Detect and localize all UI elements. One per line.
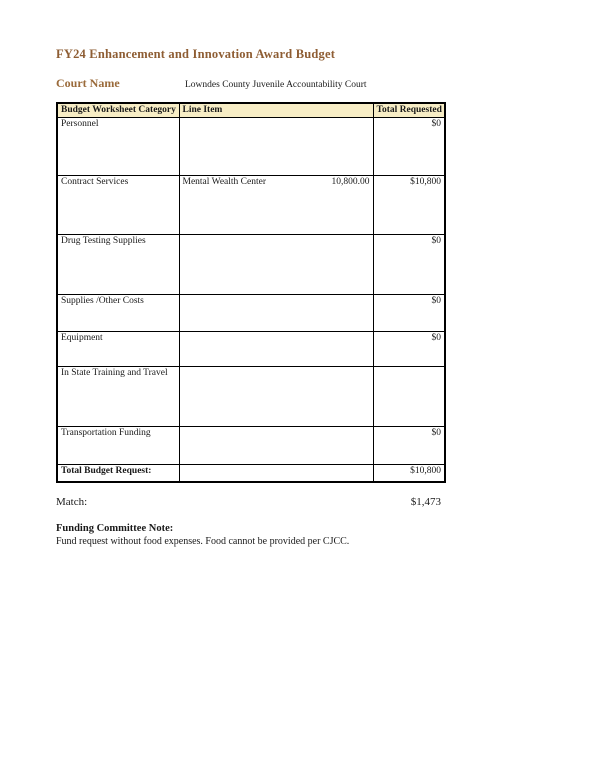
table-row: [57, 367, 445, 427]
line-item-cell: [179, 295, 373, 332]
total-requested-text: $0: [431, 428, 441, 438]
match-value: $1,473: [410, 495, 441, 508]
total-requested-cell: [373, 367, 445, 427]
table-row: [57, 118, 445, 176]
table-row: [57, 176, 445, 235]
line-item-amount: 10,800.00: [331, 177, 370, 187]
total-requested-cell: [373, 235, 445, 295]
budget-table: [56, 102, 446, 483]
line-item-name: Mental Wealth Center: [182, 177, 266, 187]
total-requested-cell: [373, 427, 445, 465]
match-row: [56, 496, 441, 509]
total-requested-text: $0: [431, 296, 441, 306]
line-item-cell: [179, 332, 373, 367]
match-label: Match:: [56, 495, 88, 508]
category-cell: [57, 427, 179, 465]
funding-committee-note: [56, 522, 444, 548]
note-heading: Funding Committee Note:: [56, 522, 174, 534]
court-name-row: [56, 77, 444, 92]
category-cell: [57, 332, 179, 367]
total-budget-request-label: Total Budget Request:: [57, 465, 179, 482]
total-requested-text: $0: [431, 333, 441, 343]
line-item-cell: [179, 367, 373, 427]
line-item-cell: [179, 427, 373, 465]
category-text: In State Training and Travel: [61, 368, 168, 378]
document-content: [56, 47, 444, 548]
total-row-empty-cell: [179, 465, 373, 482]
line-item-cell: [179, 176, 373, 235]
category-text: Transportation Funding: [61, 428, 151, 438]
table-header-row: [57, 103, 445, 118]
line-item-cell: [179, 235, 373, 295]
category-cell: [57, 176, 179, 235]
total-requested-text: $0: [431, 119, 441, 129]
header-total-requested: Total Requested: [373, 103, 445, 118]
category-text: Supplies /Other Costs: [61, 296, 144, 306]
category-text: Contract Services: [61, 177, 129, 187]
category-text: Personnel: [61, 119, 99, 129]
table-row: [57, 235, 445, 295]
total-requested-cell: [373, 295, 445, 332]
category-cell: [57, 367, 179, 427]
category-cell: [57, 295, 179, 332]
category-text: Drug Testing Supplies: [61, 236, 146, 246]
category-text: Equipment: [61, 333, 103, 343]
table-row: [57, 427, 445, 465]
category-cell: [57, 235, 179, 295]
total-requested-text: $10,800: [410, 177, 441, 187]
total-requested-cell: [373, 176, 445, 235]
header-budget-worksheet-category: Budget Worksheet Category: [57, 103, 179, 118]
line-item-cell: [179, 118, 373, 176]
table-row: [57, 332, 445, 367]
court-name-value: Lowndes County Juvenile Accountability Court: [185, 80, 367, 90]
page-title: FY24 Enhancement and Innovation Award Budget: [56, 47, 336, 61]
header-line-item: Line Item: [179, 103, 373, 118]
table-row: [57, 295, 445, 332]
total-requested-cell: [373, 118, 445, 176]
total-budget-request-row: [57, 465, 445, 482]
total-budget-request-amount: $10,800: [373, 465, 445, 482]
note-body: Fund request without food expenses. Food cannot be provided per CJCC.: [56, 535, 350, 547]
court-name-label: Court Name: [56, 76, 120, 90]
total-requested-cell: [373, 332, 445, 367]
total-requested-text: $0: [431, 236, 441, 246]
category-cell: [57, 118, 179, 176]
